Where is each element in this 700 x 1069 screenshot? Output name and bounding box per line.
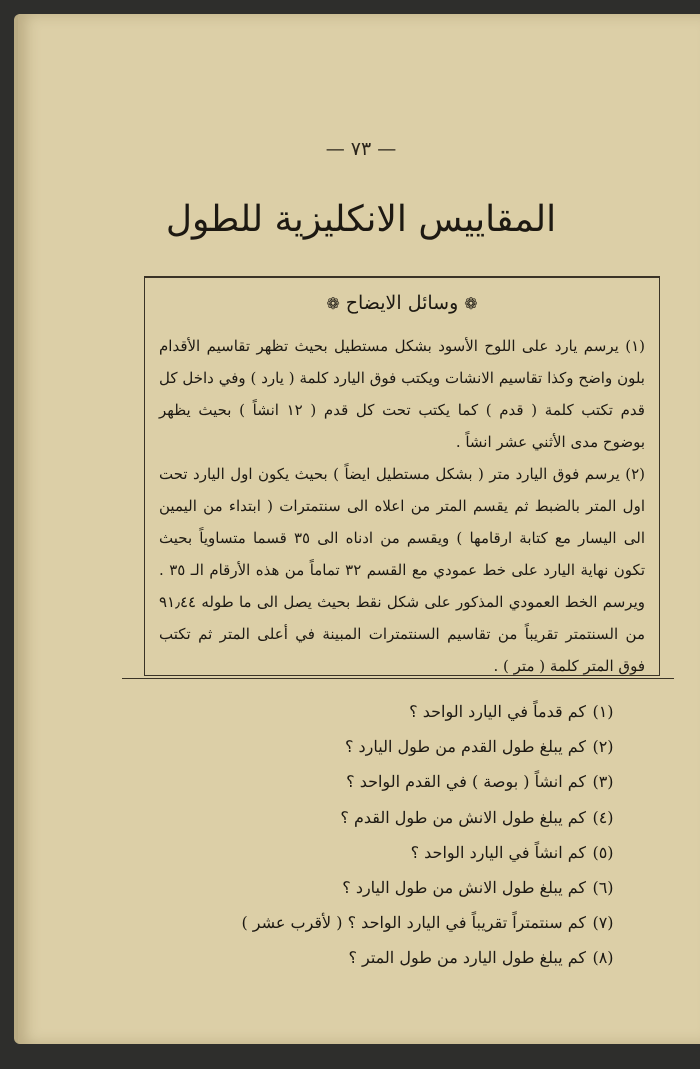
paragraph-2: (٢) يرسم فوق اليارد متر ( بشكل مستطيل ايضاً ) بحيث يكون اول اليارد تحت اول المتر بالضبط ثم يقسم المتر من اعلاه الى سنتمترات ( ابتداء من اليمين الى اليسار مع كتابة ارقامها ) ويقسم من ادناه الى ٣٥ قسما متساوياً بحيث تكون نهاية اليارد على خط عمودي مع القسم ٣٢ تماماً من هذه الأرقام الـ ٣٥ . ويرسم الخط العمودي المذكور على شكل نقط بحيث يصل الى ما طوله ٩١٫٤٤ من السنتمتر تقريباً من تقاسيم السنتمترات المبينة في أعلى المتر ثم تكتب فوق المتر كلمة ( متر ) . (159, 465, 645, 675)
question-item (140, 729, 620, 764)
box-heading (145, 292, 659, 314)
question-item (140, 870, 620, 905)
illustration-means-box (144, 276, 660, 676)
question-text: كم يبلغ طول الانش من طول اليارد ؟ (342, 878, 586, 898)
question-text: كم انشاً ( بوصة ) في القدم الواحد ؟ (346, 772, 586, 792)
question-text: كم يبلغ طول اليارد من طول المتر ؟ (348, 948, 586, 968)
ornament-left-icon: ❁ (326, 294, 340, 313)
paragraph-1: (١) يرسم يارد على اللوح الأسود بشكل مستطيل بحيث تظهر تقاسيم الأقدام بلون واضح وكذا تقاسيم الانشات ويكتب فوق اليارد كلمة ( يارد ) وفي داخل كل قدم تكتب كلمة ( قدم ) كما يكتب تحت كل قدم ( ١٢ انشاً ) بحيث يظهر بوضوح مدى الأثني عشر انشاً . (159, 337, 645, 451)
question-number: (٣) (592, 772, 614, 792)
question-number: (٢) (592, 737, 614, 757)
question-number: (٧) (592, 913, 614, 933)
question-number: (١) (592, 702, 614, 722)
divider-line (122, 678, 674, 679)
question-number: (٦) (592, 878, 614, 898)
question-item (140, 694, 620, 729)
book-page (14, 14, 700, 1044)
page-number: — ٧٣ — (325, 138, 397, 160)
question-item (140, 800, 620, 835)
question-item (140, 940, 620, 975)
question-item (140, 835, 620, 870)
question-number: (٥) (592, 842, 614, 862)
question-item (140, 905, 620, 940)
question-text: كم قدماً في اليارد الواحد ؟ (409, 702, 586, 722)
questions-list (140, 694, 620, 976)
ornament-right-icon: ❁ (464, 294, 478, 313)
question-text: كم انشاً في اليارد الواحد ؟ (410, 842, 586, 862)
page-title: المقاييس الانكليزية للطول (165, 199, 557, 240)
question-number: (٨) (592, 948, 614, 968)
question-item (140, 764, 620, 799)
box-heading-text: وسائل الايضاح (345, 292, 459, 314)
question-number: (٤) (592, 807, 614, 827)
question-text: كم سنتمتراً تقريباً في اليارد الواحد ؟ ( لأقرب عشر ) (241, 913, 586, 933)
question-text: كم يبلغ طول الانش من طول القدم ؟ (340, 807, 586, 827)
question-text: كم يبلغ طول القدم من طول اليارد ؟ (344, 737, 586, 757)
